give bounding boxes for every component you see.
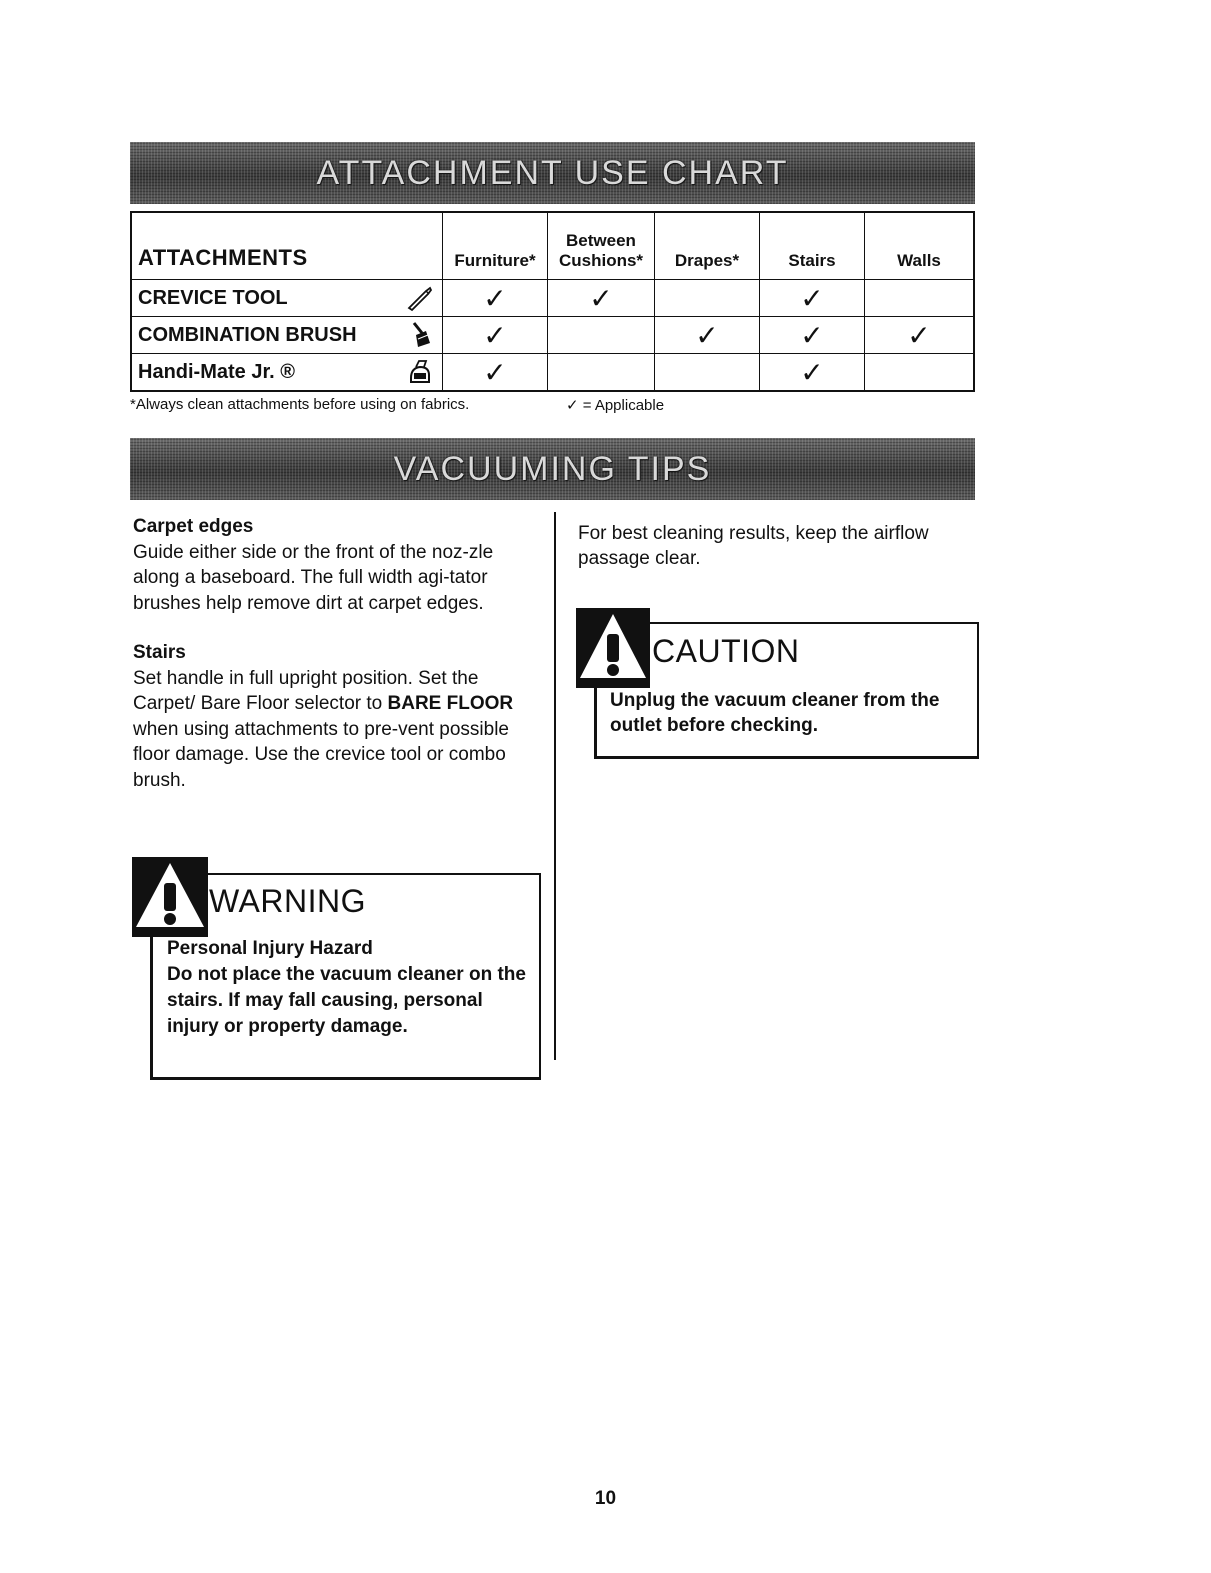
applicable-legend: ✓ = Applicable xyxy=(566,397,665,414)
cell-crevice-walls xyxy=(865,280,975,317)
warning-body xyxy=(167,936,527,1040)
cell-brush-cushions xyxy=(548,317,655,354)
caution-title: CAUTION xyxy=(652,633,800,669)
cell-handi-furniture: ✓ xyxy=(443,354,548,392)
row-label-crevice-tool xyxy=(131,280,443,317)
attachment-chart-title: ATTACHMENT USE CHART xyxy=(316,153,789,192)
fabric-footnote: *Always clean attachments before using on fabrics. xyxy=(130,396,470,413)
table-row xyxy=(131,280,974,317)
cell-handi-drapes xyxy=(655,354,760,392)
warning-triangle-icon xyxy=(132,857,208,937)
column-divider xyxy=(554,512,556,1060)
stairs-text xyxy=(133,666,533,794)
vacuuming-tips-banner xyxy=(130,438,975,500)
caution-body: Unplug the vacuum cleaner from the outlet before checking. xyxy=(610,690,940,736)
cell-handi-walls xyxy=(865,354,975,392)
cell-brush-walls: ✓ xyxy=(865,317,975,354)
row-label-text: CREVICE TOOL xyxy=(138,286,288,309)
caution-warning-icon xyxy=(576,608,650,688)
tips-left-column xyxy=(133,514,533,817)
attachments-header: ATTACHMENTS xyxy=(131,212,443,280)
handi-mate-icon xyxy=(406,358,434,386)
warning-hazard-line: Personal Injury Hazard xyxy=(167,938,373,959)
cell-crevice-stairs: ✓ xyxy=(760,280,865,317)
row-label-text: Handi-Mate Jr. ® xyxy=(138,360,295,383)
column-header-between-cushions: Between Cushions* xyxy=(548,212,655,280)
warning-title: WARNING xyxy=(209,883,366,919)
cell-brush-stairs: ✓ xyxy=(760,317,865,354)
airflow-tip: For best cleaning results, keep the airflow passage clear. xyxy=(578,523,929,569)
table-row xyxy=(131,317,974,354)
cell-crevice-furniture: ✓ xyxy=(443,280,548,317)
bare-floor-emphasis: BARE FLOOR xyxy=(387,693,514,714)
cell-handi-stairs: ✓ xyxy=(760,354,865,392)
stairs-heading: Stairs xyxy=(133,642,186,663)
stairs-text-part: Set handle in full upright position. Set the Carpet/ Bare Floor selector to xyxy=(133,667,479,714)
row-label-handi-mate xyxy=(131,354,443,392)
table-row xyxy=(131,354,974,392)
combination-brush-icon xyxy=(406,321,434,349)
carpet-edges-heading: Carpet edges xyxy=(133,516,254,537)
column-header-furniture: Furniture* xyxy=(443,212,548,280)
carpet-edges-text: Guide either side or the front of the noz-zle along a baseboard. The full width agi-tator brushes help remove dirt at carpet edges. xyxy=(133,541,494,614)
row-label-combination-brush xyxy=(131,317,443,354)
cell-crevice-drapes xyxy=(655,280,760,317)
cell-handi-cushions xyxy=(548,354,655,392)
crevice-tool-icon xyxy=(406,284,434,312)
vacuuming-tips-title: VACUUMING TIPS xyxy=(393,449,712,488)
cell-crevice-cushions: ✓ xyxy=(548,280,655,317)
attachment-use-table xyxy=(130,211,975,392)
cell-brush-furniture: ✓ xyxy=(443,317,548,354)
column-header-stairs: Stairs xyxy=(760,212,865,280)
cell-brush-drapes: ✓ xyxy=(655,317,760,354)
table-header-row xyxy=(131,212,974,280)
warning-text: Do not place the vacuum cleaner on the stairs. If may fall causing, personal injury or property damage. xyxy=(167,964,526,1037)
page-number: 10 xyxy=(594,1488,617,1509)
column-header-walls: Walls xyxy=(865,212,975,280)
column-header-drapes: Drapes* xyxy=(655,212,760,280)
tips-right-column xyxy=(578,521,968,571)
attachment-chart-banner xyxy=(130,142,975,204)
stairs-text-part: when using attachments to pre-vent possible floor damage. Use the crevice tool or combo brush. xyxy=(133,718,509,791)
row-label-text: COMBINATION BRUSH xyxy=(138,323,357,346)
